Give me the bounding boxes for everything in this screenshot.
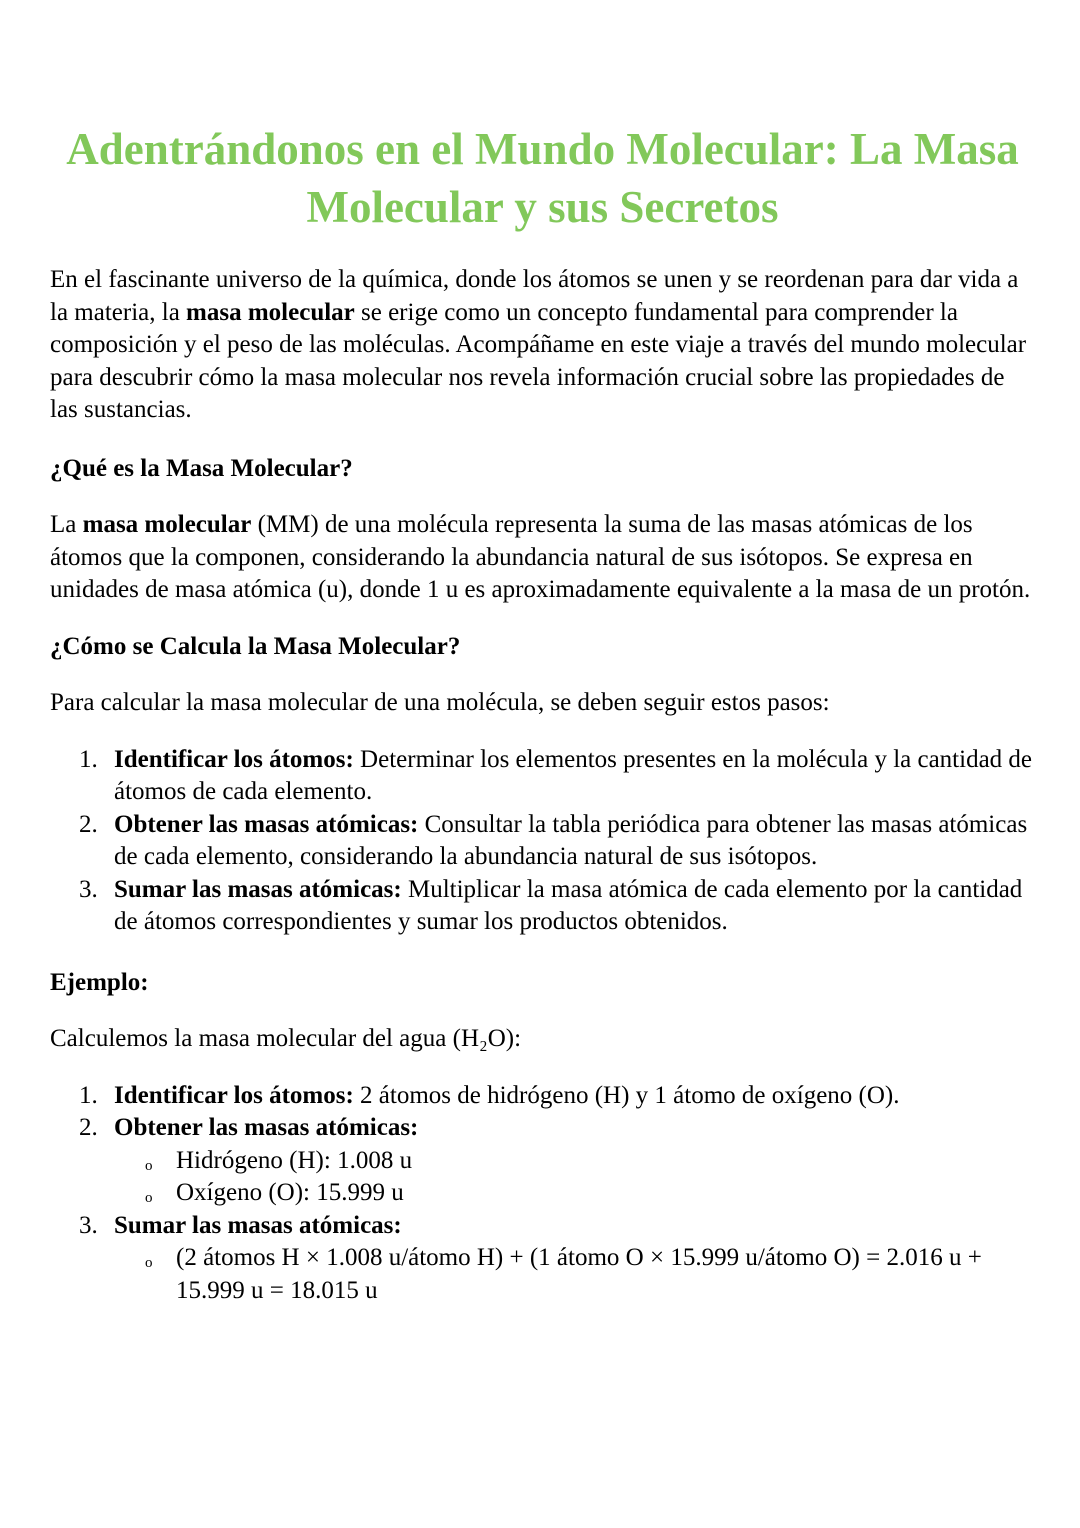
list-number: 3.	[79, 1211, 98, 1239]
steps-intro: Para calcular la masa molecular de una molécula, se deben seguir estos pasos:	[50, 689, 830, 716]
step-text: Consultar la tabla periódica para obtener las masas atómicas de cada elemento, considerando la abundancia natural de sus isótopos.	[114, 810, 1028, 870]
circle-bullet-icon: o	[145, 1190, 153, 1206]
example-heading: Ejemplo:	[50, 968, 149, 996]
step-label: Obtener las masas atómicas:	[114, 1114, 419, 1141]
step-text: Multiplicar la masa atómica de cada elemento por la cantidad de átomos correspondientes y sumar los productos obtenidos.	[114, 875, 1023, 935]
intro-text-1: En el fascinante universo de la química, donde los átomos se unen y se reordenan para dar vida a la materia, la	[50, 266, 1019, 326]
circle-bullet-icon: o	[145, 1157, 153, 1174]
list-item	[50, 809, 1035, 874]
sub-item-text: Oxígeno (O): 15.999 u	[176, 1179, 404, 1206]
step-label: Identificar los átomos:	[114, 745, 354, 773]
example-steps-list	[50, 1080, 1035, 1308]
section-heading-what-is: ¿Qué es la Masa Molecular?	[50, 454, 353, 482]
section-heading-how-to: ¿Cómo se Calcula la Masa Molecular?	[50, 632, 461, 660]
list-number: 2.	[79, 1114, 98, 1141]
sub-list-item	[114, 1145, 1035, 1178]
circle-bullet-icon: o	[145, 1255, 153, 1271]
list-item	[50, 874, 1035, 939]
list-item	[50, 1210, 1035, 1308]
document-page	[50, 120, 1035, 1307]
list-number: 1.	[79, 1081, 98, 1109]
list-item	[50, 744, 1035, 809]
definition-text-1: La	[50, 511, 83, 538]
example-intro: Calculemos la masa molecular del agua (H₂O):	[50, 1025, 522, 1052]
step-text: 2 átomos de hidrógeno (H) y 1 átomo de oxígeno (O).	[353, 1081, 900, 1109]
definition-paragraph	[50, 509, 1035, 607]
sub-item-text: Hidrógeno (H): 1.008 u	[176, 1146, 413, 1174]
step-label: Sumar las masas atómicas:	[114, 1211, 402, 1239]
step-text: Determinar los elementos presentes en la molécula y la cantidad de átomos de cada elemento.	[114, 745, 1033, 805]
sub-list-item	[114, 1242, 1035, 1307]
intro-bold-term: masa molecular	[186, 298, 355, 326]
intro-text-2: se erige como un concepto fundamental para comprender la composición y el peso de las moléculas. Acompáñame en este viaje a través del mundo molecular para descubrir cómo la masa molecular nos revela información crucial sobre las propiedades de las sustancias.	[50, 298, 1027, 423]
steps-list	[50, 744, 1035, 939]
list-number: 2.	[79, 810, 98, 838]
list-number: 1.	[79, 745, 98, 773]
step-label: Identificar los átomos:	[114, 1081, 354, 1109]
intro-paragraph	[50, 264, 1035, 427]
step-label: Obtener las masas atómicas:	[114, 810, 419, 838]
definition-bold-term: masa molecular	[82, 511, 252, 538]
sub-list	[114, 1145, 1035, 1210]
list-item	[50, 1112, 1035, 1210]
page-title: Adentrándonos en el Mundo Molecular: La Masa Molecular y sus Secretos	[66, 124, 1019, 232]
list-item	[50, 1080, 1035, 1113]
sub-list-item	[114, 1177, 1035, 1210]
sub-item-text: (2 átomos H × 1.008 u/átomo H) + (1 átomo O × 15.999 u/átomo O) = 2.016 u + 15.999 u = 18.015 u	[176, 1244, 982, 1304]
list-number: 3.	[79, 875, 98, 903]
step-label: Sumar las masas atómicas:	[114, 875, 402, 903]
definition-text-2: (MM) de una molécula representa la suma de las masas atómicas de los átomos que la componen, considerando la abundancia natural de sus isótopos. Se expresa en unidades de masa atómica (u), donde 1 u es aproximadamente equivalente a la masa de un protón.	[50, 511, 1031, 603]
sub-list	[114, 1242, 1035, 1307]
